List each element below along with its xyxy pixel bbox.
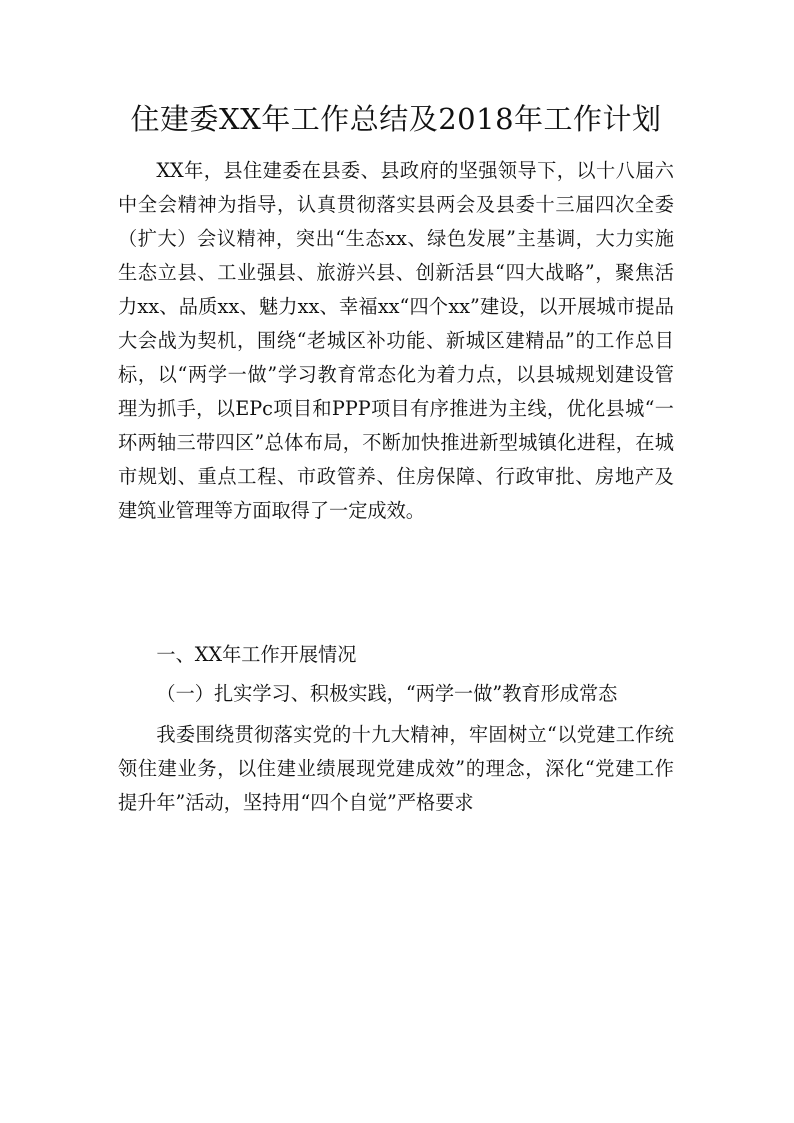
subsection-paragraph: 我委围绕贯彻落实党的十九大精神，牢固树立“以党建工作统领住建业务，以住建业绩展现党建成效”的理念，深化“党建工作提升年”活动，坚持用“四个自觉”严格要求 [118,723,674,814]
document-page [118,0,674,820]
intro-paragraph: XX年，县住建委在县委、县政府的坚强领导下，以十八届六中全会精神为指导，认真贯彻落实县两会及县委十三届四次全委（扩大）会议精神，突出“生态xx、绿色发展”主基调，大力实施生态立县、工业强县、旅游兴县、创新活县“四大战略”，聚焦活力xx、品质xx、魅力xx、幸福xx“四个xx”建设，以开展城市提品大会战为契机，围绕“老城区补功能、新城区建精品”的工作总目标，以“两学一做”学习教育常态化为着力点，以县城规划建设管理为抓手，以EPc项目和PPP项目有序推进为主线，优化县城“一环两轴三带四区”总体布局，不断加快推进新型城镇化进程，在城市规划、重点工程、市政管养、住房保障、行政审批、房地产及建筑业管理等方面取得了一定成效。 [118,159,674,522]
document-title: 住建委XX年工作总结及2018年工作计划 [130,102,662,136]
section-heading: 一、XX年工作开展情况 [156,643,357,666]
subsection-heading: （一）扎实学习、积极实践，“两学一做”教育形成常态 [156,682,618,705]
